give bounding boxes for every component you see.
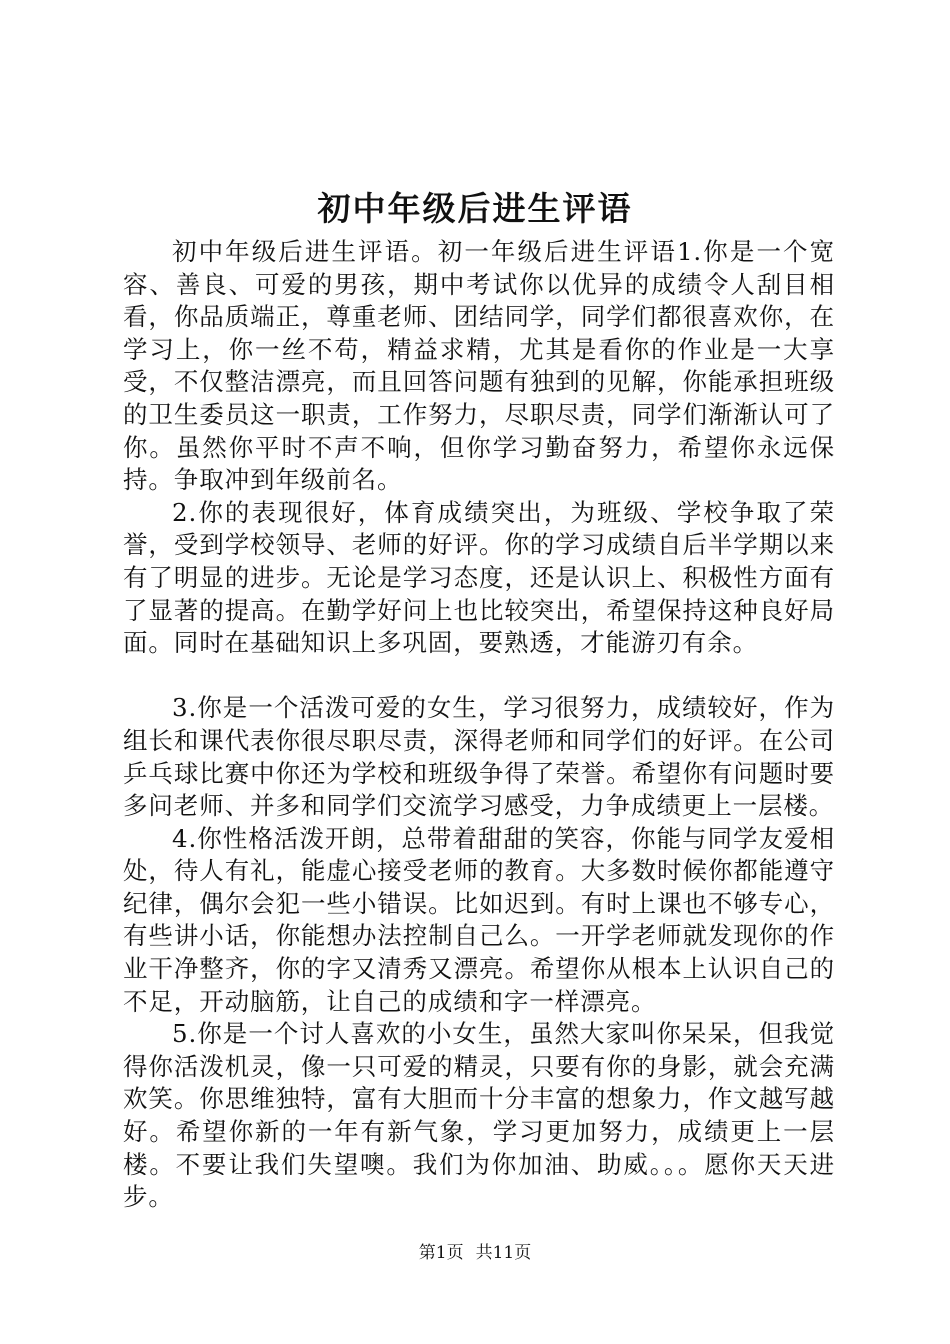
paragraph-2: 2.你的表现很好，体育成绩突出，为班级、学校争取了荣誉，受到学校领导、老师的好评。你的学习成绩自后半学期以来有了明显的进步。无论是学习态度，还是认识上、积极性方面有了显著的提高。在勤学好问上也比较突出，希望保持这种良好局面。同时在基础知识上多巩固，要熟透，才能游刃有余。 [123,497,835,658]
page-footer [0,1241,950,1265]
document-body [123,236,835,1214]
paragraph-5: 5.你是一个讨人喜欢的小女生，虽然大家叫你呆呆，但我觉得你活泼机灵，像一只可爱的精灵，只要有你的身影，就会充满欢笑。你思维独特，富有大胆而十分丰富的想象力，作文越写越好。希望你新的一年有新气象，学习更加努力，成绩更上一层楼。不要让我们失望噢。我们为你加油、助威。。。愿你天天进步。 [123,1019,835,1212]
paragraph-3: 3.你是一个活泼可爱的女生，学习很努力，成绩较好，作为组长和课代表你很尽职尽责，深得老师和同学们的好评。在公司乒乓球比赛中你还为学校和班级争得了荣誉。希望你有问题时要多问老师、并多和同学们交流学习感受，力争成绩更上一层楼。 [123,693,835,821]
paragraph-4: 4.你性格活泼开朗，总带着甜甜的笑容，你能与同学友爱相处，待人有礼，能虚心接受老师的教育。大多数时候你都能遵守纪律，偶尔会犯一些小错误。比如迟到。有时上课也不够专心，有些讲小话，你能想办法控制自己么。一开学老师就发现你的作业干净整齐，你的字又清秀又漂亮。希望你从根本上认识自己的不足，开动脑筋，让自己的成绩和字一样漂亮。 [123,823,835,1016]
paragraph-1: 初中年级后进生评语。初一年级后进生评语1.你是一个宽容、善良、可爱的男孩，期中考试你以优异的成绩令人刮目相看，你品质端正，尊重老师、团结同学，同学们都很喜欢你，在学习上，你一丝不苟，精益求精，尤其是看你的作业是一大享受，不仅整洁漂亮，而且回答问题有独到的见解，你能承担班级的卫生委员这一职责，工作努力，尽职尽责，同学们渐渐认可了你。虽然你平时不声不响，但你学习勤奋努力，希望你永远保持。争取冲到年级前名。 [123,237,835,495]
document-title: 初中年级后进生评语 [317,189,633,228]
page-number: 第1页 [418,1243,464,1263]
page-total: 共11页 [475,1243,532,1263]
